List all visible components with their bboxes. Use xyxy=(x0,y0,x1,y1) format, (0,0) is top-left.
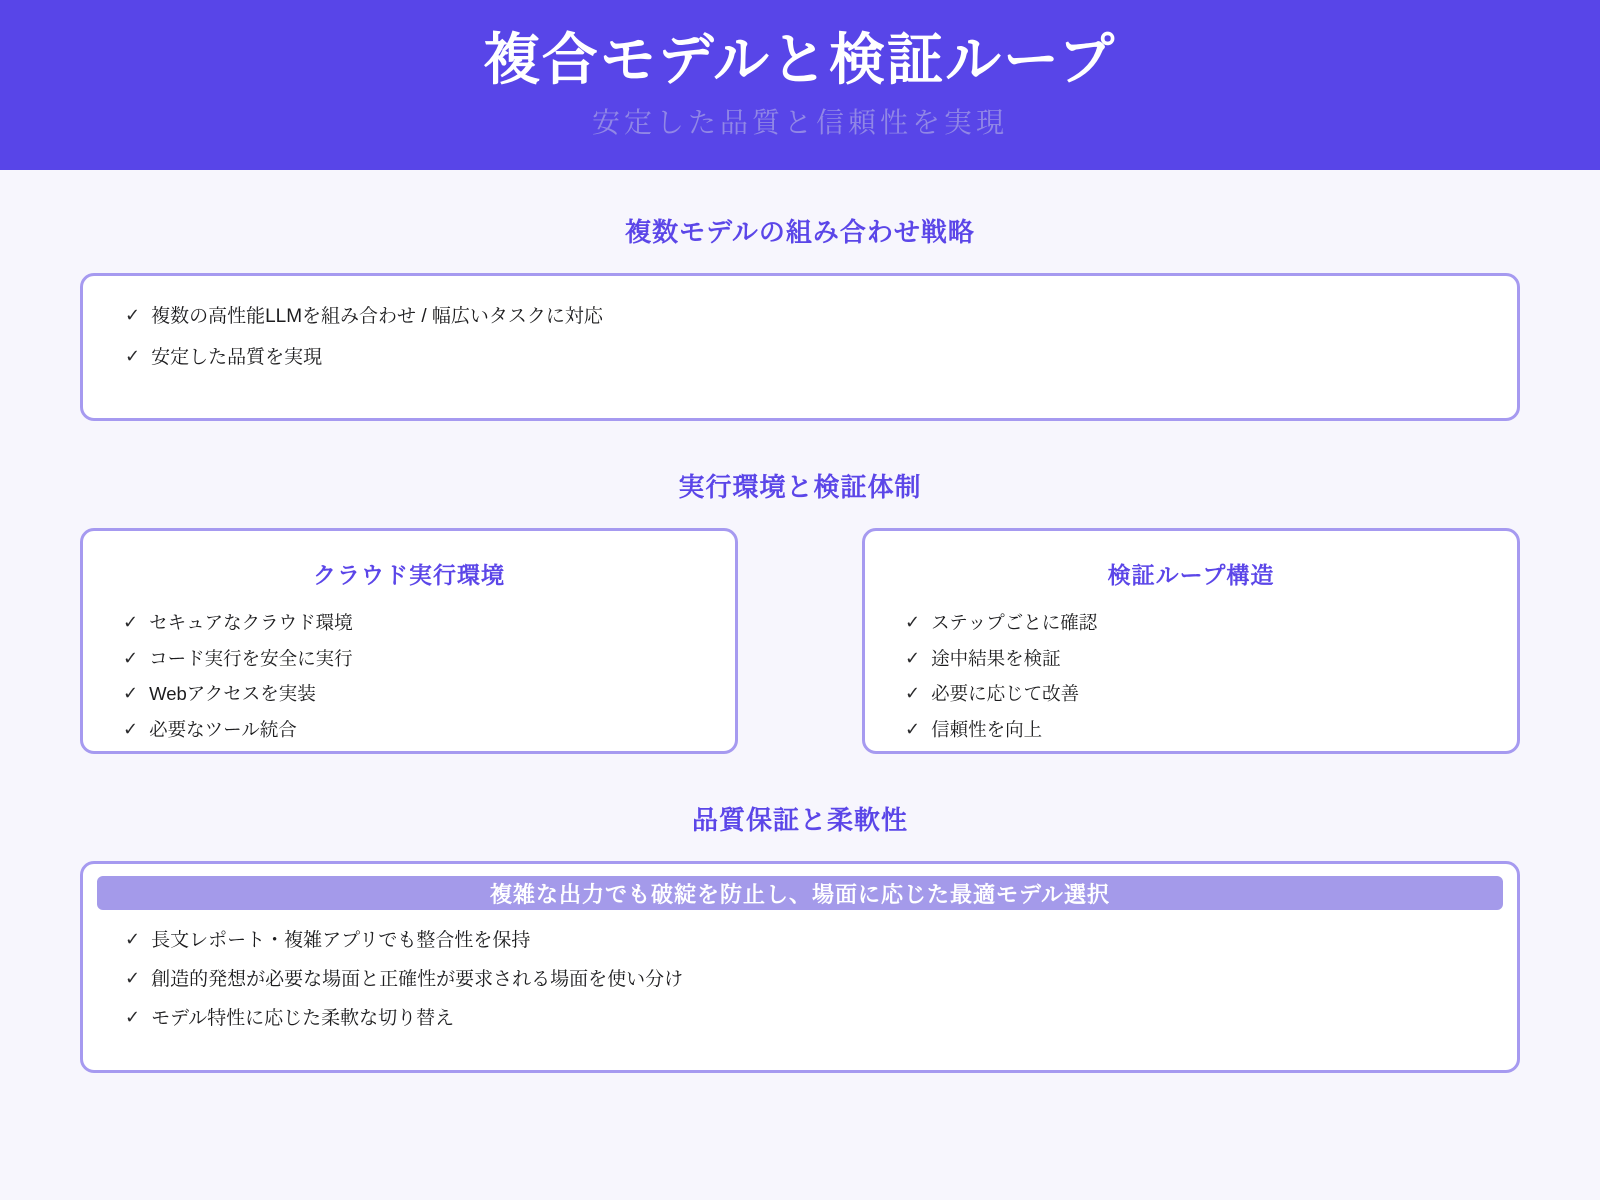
list-item xyxy=(125,969,1475,991)
list-item-text: 信頼性を向上 xyxy=(931,719,1043,741)
list-item-text: モデル特性に応じた柔軟な切り替え xyxy=(151,1007,455,1029)
card-quality-flexibility xyxy=(80,861,1520,1073)
check-icon: ✓ xyxy=(125,345,141,366)
list-item xyxy=(123,612,695,634)
list-item-text: コード実行を安全に実行 xyxy=(149,647,353,669)
card-title-verification-loop: 検証ループ構造 xyxy=(1107,562,1275,588)
list-item xyxy=(125,1008,1475,1030)
check-icon: ✓ xyxy=(905,719,921,740)
check-icon: ✓ xyxy=(123,683,139,704)
verification-loop-list xyxy=(905,612,1477,741)
list-item xyxy=(125,930,1475,952)
list-item-text: 創造的発想が必要な場面と正確性が要求される場面を使い分け xyxy=(151,968,684,990)
list-item xyxy=(905,612,1477,634)
list-item-text: 途中結果を検証 xyxy=(931,647,1061,669)
card-verification-loop xyxy=(862,528,1520,754)
check-icon: ✓ xyxy=(905,612,921,632)
section-heading-model-strategy: 複数モデルの組み合わせ戦略 xyxy=(625,217,975,247)
list-item xyxy=(905,648,1477,670)
card-title-cloud-environment: クラウド実行環境 xyxy=(313,562,505,588)
quality-flexibility-list xyxy=(97,930,1503,1030)
check-icon: ✓ xyxy=(125,967,141,988)
list-item xyxy=(905,719,1477,741)
check-icon: ✓ xyxy=(123,612,139,632)
card-cloud-environment xyxy=(80,528,738,754)
model-strategy-list xyxy=(125,306,1475,369)
section-heading-execution-verification: 実行環境と検証体制 xyxy=(678,472,922,502)
list-item-text: セキュアなクラウド環境 xyxy=(149,612,353,633)
list-item xyxy=(123,683,695,705)
check-icon: ✓ xyxy=(123,719,139,740)
main-content xyxy=(0,212,1600,1073)
card-model-strategy xyxy=(80,273,1520,421)
check-icon: ✓ xyxy=(123,647,139,668)
check-icon: ✓ xyxy=(125,305,141,325)
check-icon: ✓ xyxy=(125,1006,141,1027)
page-title: 複合モデルと検証ループ xyxy=(483,28,1117,92)
check-icon: ✓ xyxy=(905,647,921,668)
check-icon: ✓ xyxy=(905,683,921,704)
section-heading-quality-flexibility: 品質保証と柔軟性 xyxy=(691,805,908,835)
list-item-text: 必要に応じて改善 xyxy=(931,683,1080,705)
cloud-environment-list xyxy=(123,612,695,741)
list-item-text: 複数の高性能LLMを組み合わせ / 幅広いタスクに対応 xyxy=(151,306,603,327)
header-banner xyxy=(0,0,1600,170)
page-subtitle: 安定した品質と信頼性を実現 xyxy=(591,106,1008,138)
list-item xyxy=(125,306,1475,328)
list-item xyxy=(123,648,695,670)
list-item-text: 必要なツール統合 xyxy=(149,719,297,741)
list-item-text: Webアクセスを実装 xyxy=(149,683,316,705)
check-icon: ✓ xyxy=(125,929,141,949)
list-item xyxy=(123,719,695,741)
list-item-text: 安定した品質を実現 xyxy=(151,346,323,368)
list-item xyxy=(125,347,1475,369)
highlight-banner: 複雑な出力でも破綻を防止し、場面に応じた最適モデル選択 xyxy=(97,876,1503,910)
list-item-text: ステップごとに確認 xyxy=(931,612,1098,633)
two-column-row xyxy=(80,528,1520,754)
list-item xyxy=(905,683,1477,705)
list-item-text: 長文レポート・複雑アプリでも整合性を保持 xyxy=(151,930,531,951)
